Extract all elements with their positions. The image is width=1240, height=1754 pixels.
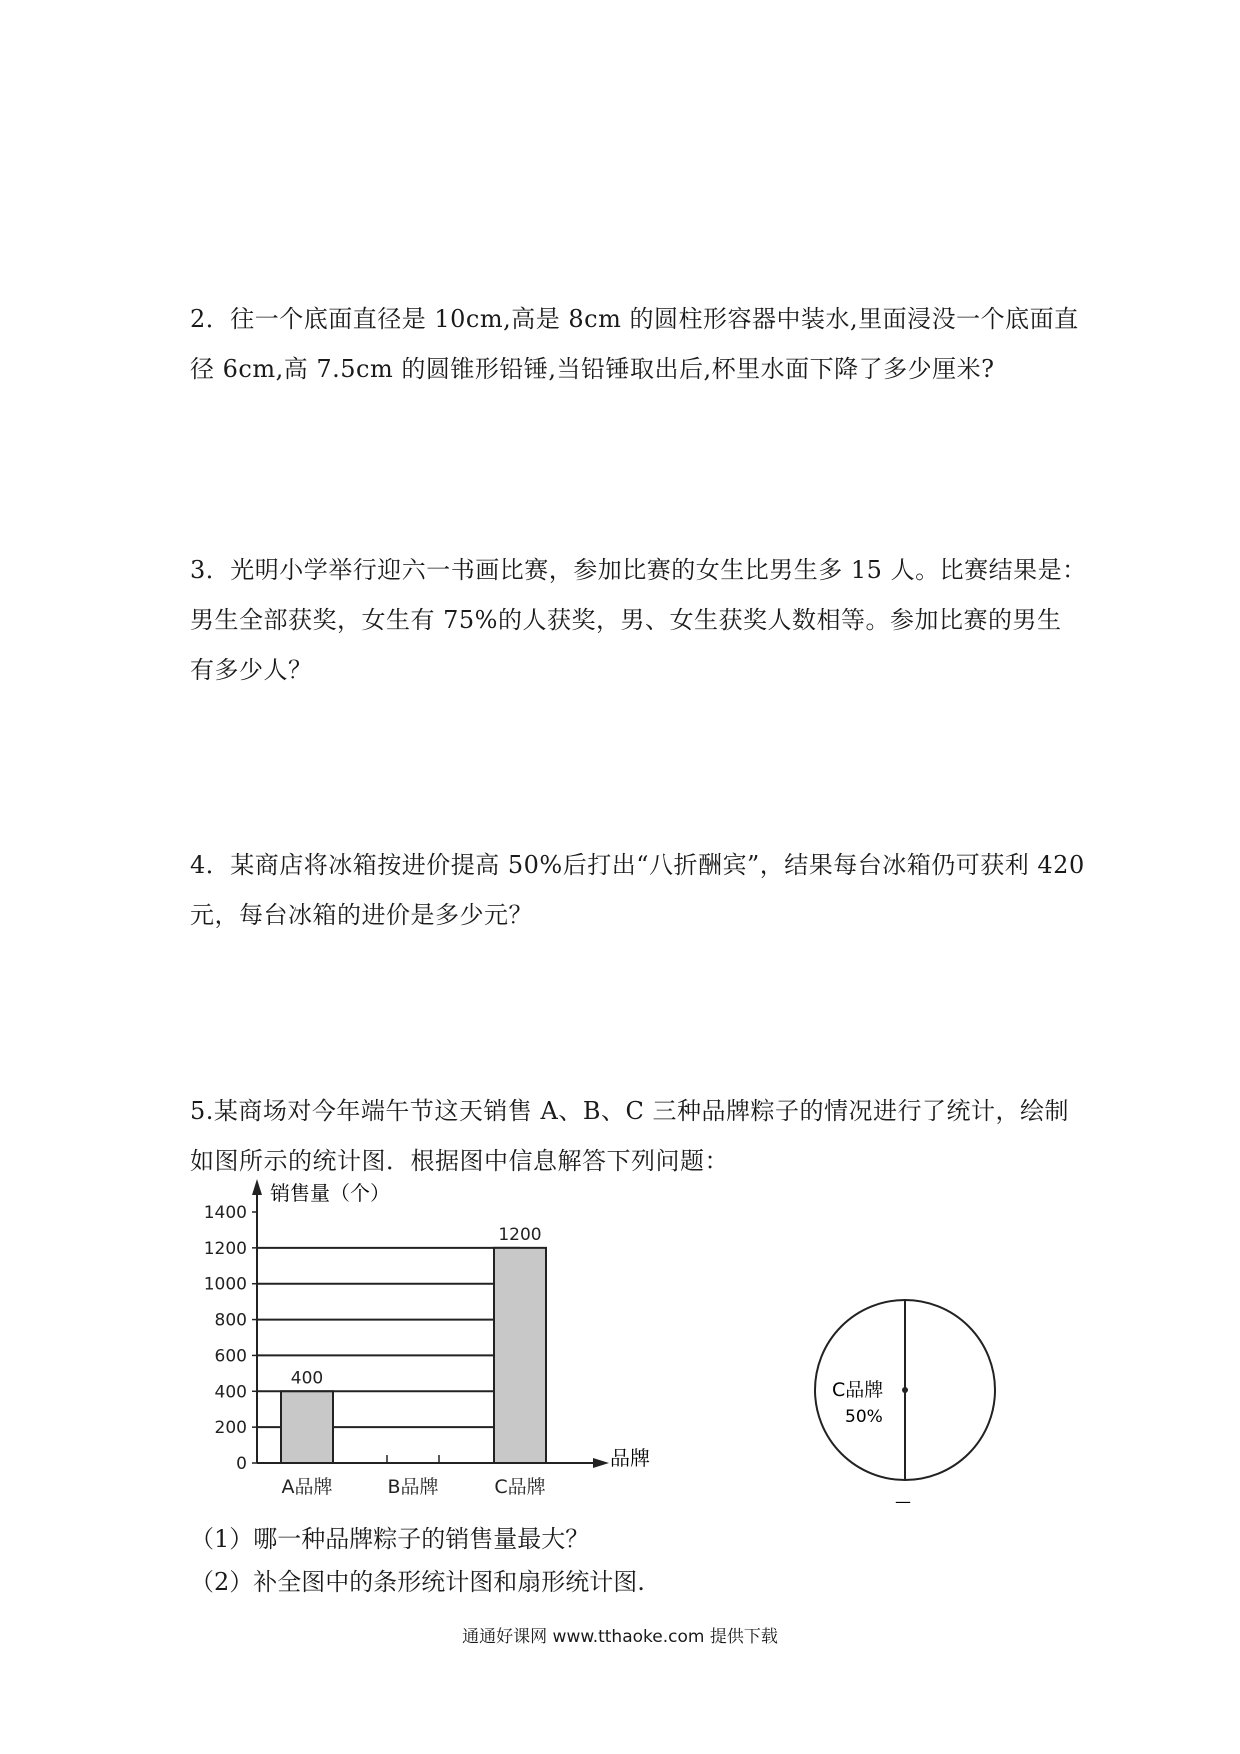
y-tick-label: 0 xyxy=(236,1454,247,1474)
pie-chart xyxy=(810,1295,1010,1515)
x-axis-arrow xyxy=(593,1458,609,1468)
question-line: 3．光明小学举行迎六一书画比赛，参加比赛的女生比男生多 15 人。比赛结果是： xyxy=(190,556,1087,584)
y-tick-label: 1400 xyxy=(203,1203,247,1223)
question-3 xyxy=(190,545,1087,695)
y-axis-arrow xyxy=(252,1179,262,1195)
bar xyxy=(494,1248,546,1463)
bar-chart xyxy=(180,1175,650,1515)
sub-question-1: （1）哪一种品牌粽子的销售量最大？ xyxy=(190,1525,590,1553)
question-line: 男生全部获奖，女生有 75%的人获奖，男、女生获奖人数相等。参加比赛的男生 xyxy=(190,606,1062,634)
footer-credit: 通通好课网 www.tthaoke.com 提供下载 xyxy=(462,1627,778,1647)
y-tick-label: 1200 xyxy=(203,1238,247,1259)
y-tick-label: 400 xyxy=(214,1382,247,1403)
question-line: 径 6cm,高 7.5cm 的圆锥形铅锤,当铅锤取出后,杯里水面下降了多少厘米? xyxy=(190,355,995,383)
pie-slice-percent: 50% xyxy=(845,1407,883,1427)
x-tick-label: A品牌 xyxy=(281,1476,333,1498)
sub-question-2: （2）补全图中的条形统计图和扇形统计图. xyxy=(190,1568,645,1596)
question-line: 4．某商店将冰箱按进价提高 50%后打出“八折酬宾”，结果每台冰箱仍可获利 420 xyxy=(190,851,1085,879)
pie-slice-label: C品牌 xyxy=(832,1379,884,1401)
y-axis-label: 销售量（个） xyxy=(270,1181,390,1205)
x-axis-label: 品牌 xyxy=(610,1446,650,1470)
pie-bottom-mark: — xyxy=(895,1492,911,1511)
question-line: 元，每台冰箱的进价是多少元？ xyxy=(190,901,533,929)
y-tick-label: 1000 xyxy=(203,1274,247,1295)
bar xyxy=(281,1391,333,1463)
y-tick-label: 600 xyxy=(214,1346,247,1367)
question-2 xyxy=(190,294,1079,394)
y-tick-label: 800 xyxy=(214,1310,247,1331)
question-line: 2．往一个底面直径是 10cm,高是 8cm 的圆柱形容器中装水,里面浸没一个底面直 xyxy=(190,305,1079,333)
question-4 xyxy=(190,840,1085,940)
question-5 xyxy=(190,1086,1069,1186)
question-line: 有多少人？ xyxy=(190,656,313,684)
x-tick-label: B品牌 xyxy=(387,1476,439,1498)
bar-data-label: 1200 xyxy=(498,1224,542,1245)
question-line: 5.某商场对今年端午节这天销售 A、B、C 三种品牌粽子的情况进行了统计，绘制 xyxy=(190,1097,1069,1125)
y-tick-label: 200 xyxy=(214,1418,247,1439)
pie-center xyxy=(902,1387,908,1393)
bar-data-label: 400 xyxy=(290,1368,324,1389)
question-line: 如图所示的统计图．根据图中信息解答下列问题： xyxy=(190,1147,729,1175)
x-tick-label: C品牌 xyxy=(494,1476,546,1498)
